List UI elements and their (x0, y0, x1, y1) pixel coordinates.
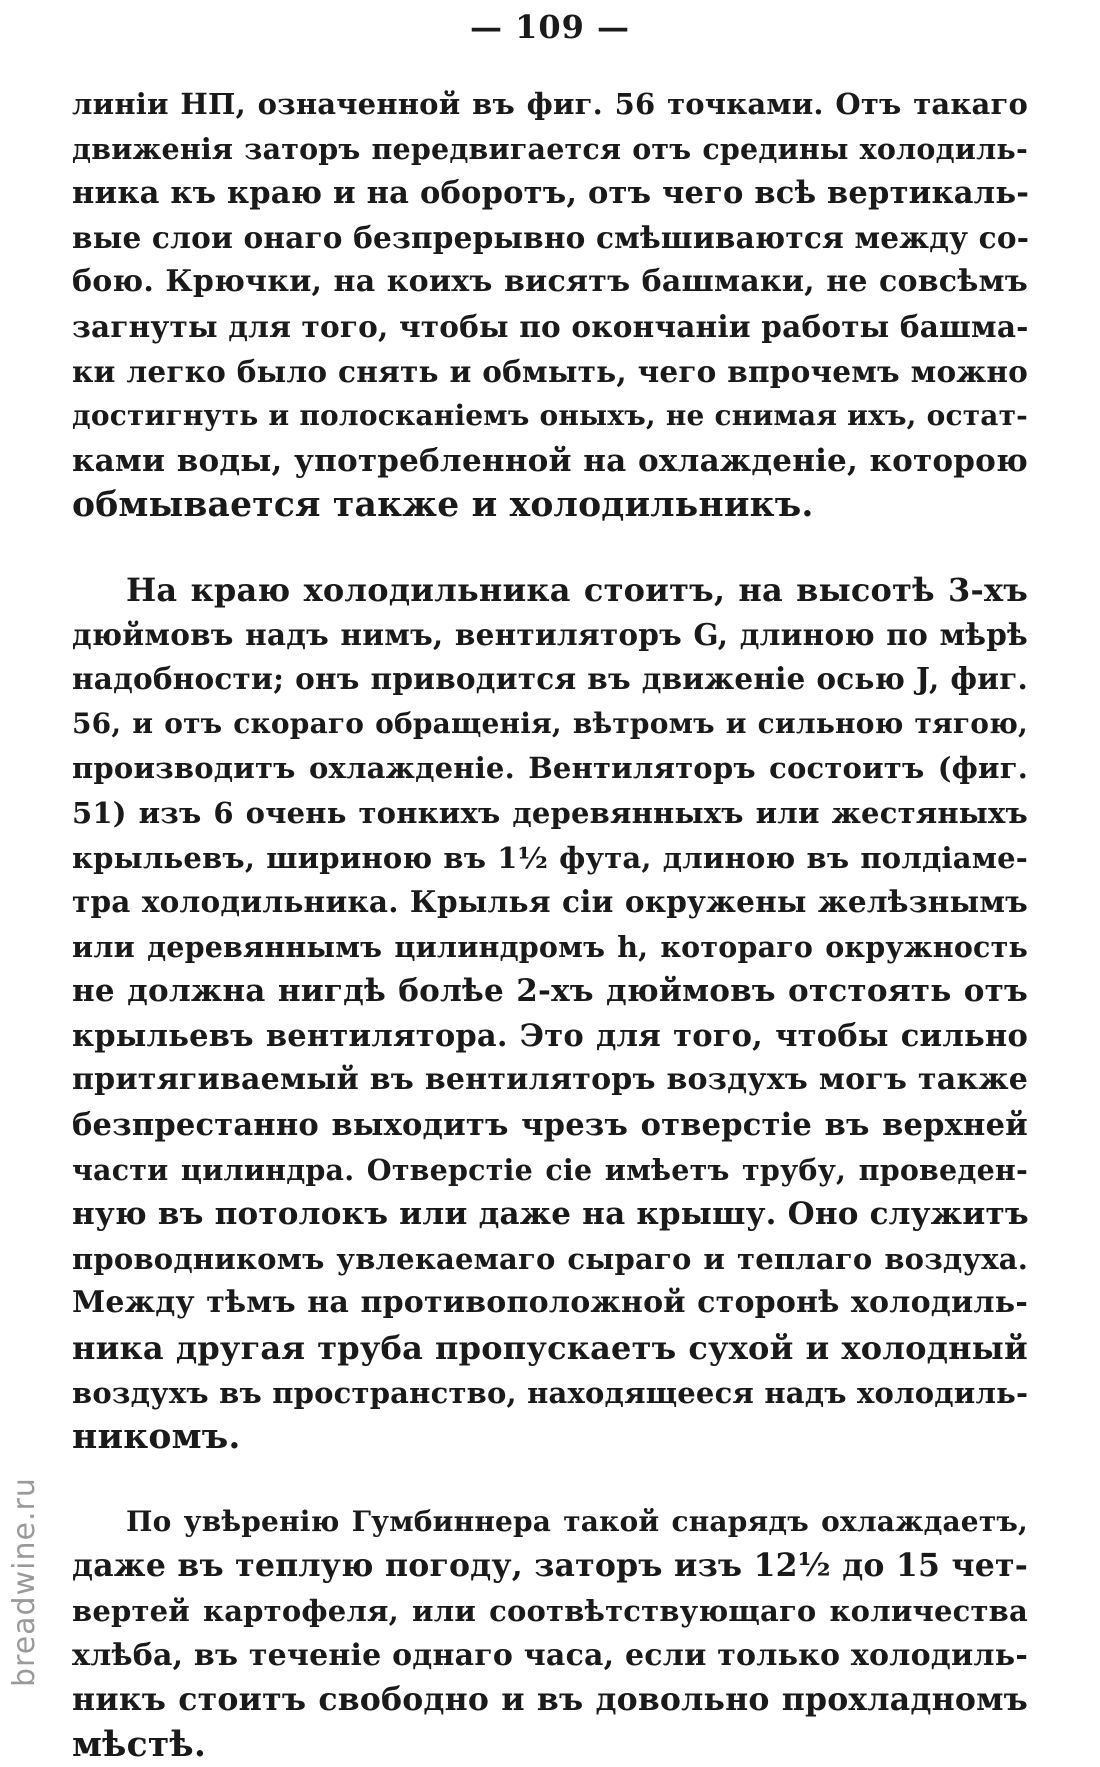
text-line: надобности; онъ приводится въ движеніе осью J, фиг. (72, 661, 1028, 697)
text-line: движенія заторъ передвигается отъ средины холодиль- (72, 131, 1028, 166)
text-line: дюймовъ надъ нимъ, вентиляторъ G, длиною по мѣрѣ (72, 616, 1028, 652)
text-line: Между тѣмъ на противоположной сторонѣ холодиль- (72, 1285, 1028, 1321)
paragraph-2 (72, 568, 1028, 1460)
text-line: На краю холодильника стоитъ, на высотѣ 3-хъ (126, 570, 1028, 609)
text-line: загнуты для того, чтобы по окончаніи работы башма- (72, 308, 1029, 344)
text-line: крыльевъ вентилятора. Это для того, чтобы сильно (72, 1017, 1028, 1054)
text-line: ки легко было снять и обмыть, чего впрочемъ можно (72, 353, 1028, 389)
text-line: никъ стоитъ свободно и въ довольно прохладномъ (72, 1681, 1028, 1719)
paragraph-spacer (72, 528, 1028, 568)
watermark-text: breadwine.ru (7, 1477, 42, 1687)
text-line: 56, и отъ скораго обращенія, вѣтромъ и сильною тягою, (72, 706, 1028, 740)
text-line: никомъ. (72, 1417, 241, 1458)
text-line: производитъ охлажденіе. Вентиляторъ состоитъ (фиг. (72, 751, 1028, 786)
text-line: безпрестанно выходитъ чрезъ отверстіе въ верхней (72, 1107, 1028, 1144)
text-line: проводникомъ увлекаемаго сыраго и теплаго воздуха. (72, 1241, 1028, 1276)
text-line: достигнуть и полосканіемъ оныхъ, не снимая ихъ, остат- (72, 399, 1028, 433)
text-line: ную въ потолокъ или даже на крышу. Оно служитъ (72, 1196, 1029, 1233)
text-line: мѣстѣ. (72, 1724, 207, 1765)
text-line: бою. Крючки, на коихъ висятъ башмаки, не совсѣмъ (72, 264, 1028, 300)
text-line: вые слои онаго безпрерывно смѣшиваются между со- (72, 219, 1030, 255)
text-line: линіи НП, означенной въ фиг. 56 точками. Отъ такаго (72, 87, 1028, 121)
text-line: обмывается также и холодильникъ. (72, 485, 814, 526)
text-line: даже въ теплую погоду, заторъ изъ 12½ до 15 чет- (72, 1547, 1028, 1585)
text-line: ника другая труба пропускаетъ сухой и холодный (72, 1329, 1028, 1368)
page-number: — 109 — (469, 8, 631, 46)
text-line: притягиваемый въ вентиляторъ воздухъ могъ также (72, 1062, 1028, 1098)
text-line: или деревяннымъ цилиндромъ h, котораго окружность (72, 929, 1028, 964)
text-line: ника къ краю и на оборотъ, отъ чего всѣ вертикаль- (72, 175, 1030, 212)
text-line: вертей картофеля, или соотвѣтствующаго количества (72, 1594, 1028, 1628)
text-line: тра холодильника. Крылья сіи окружены желѣзнымъ (72, 884, 1028, 920)
paragraph-1 (72, 82, 1028, 528)
body-text (72, 82, 1028, 1767)
text-line: воздухъ въ пространство, находящееся надъ холодиль- (72, 1375, 1029, 1410)
text-line: 51) изъ 6 очень тонкихъ деревянныхъ или жестяныхъ (72, 795, 1028, 830)
text-line: не должна нигдѣ болѣе 2-хъ дюймовъ отстоять отъ (72, 973, 1028, 1010)
text-line: крыльевъ, шириною въ 1½ фута, длиною въ полдіаме- (72, 840, 1028, 875)
text-line: ками воды, употребленной на охлажденіе, которою (72, 442, 1028, 479)
text-line: По увѣренію Гумбиннера такой снарядъ охлаждаетъ, (126, 1504, 1028, 1538)
paragraph-spacer (72, 1460, 1028, 1500)
text-line: хлѣба, въ теченіе однаго часа, если только холодиль- (72, 1637, 1028, 1673)
text-line: части цилиндра. Отверстіе сіе имѣетъ трубу, проведен- (72, 1152, 1028, 1187)
